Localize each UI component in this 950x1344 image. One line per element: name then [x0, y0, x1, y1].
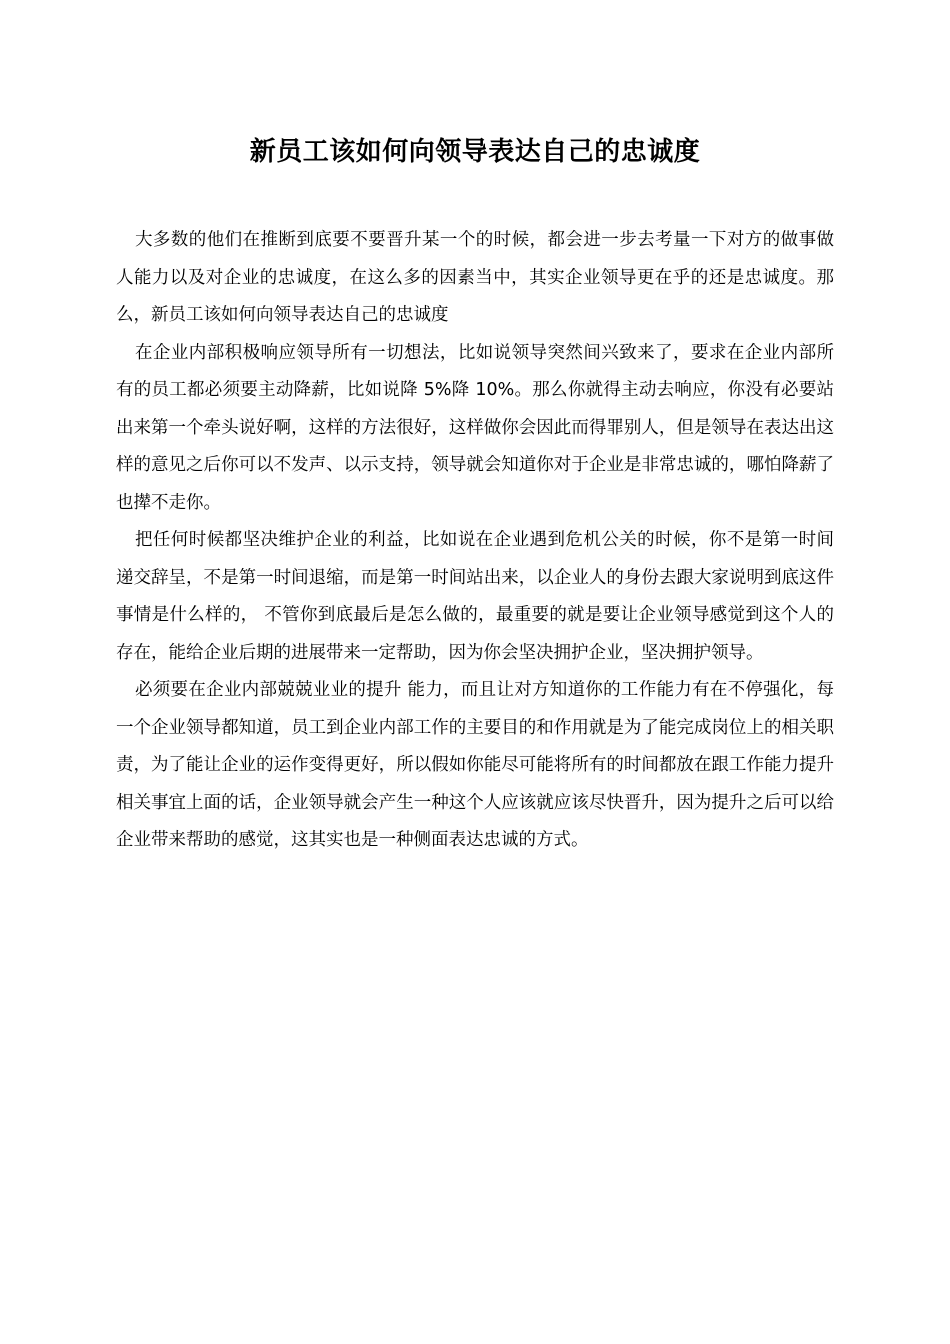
document-body: [116, 222, 834, 860]
paragraph-2: 在企业内部积极响应领导所有一切想法，比如说领导突然间兴致来了，要求在企业内部所有的员工都必须要主动降薪，比如说降 5%降 10%。那么你就得主动去响应，你没有必要站出来第一个牵头说好啊，这样的方法很好，这样做你会因此而得罪别人，但是领导在表达出这样的意见之后你可以不发声、以示支持，领导就会知道你对于企业是非常忠诚的，哪怕降薪了也撵不走你。: [116, 342, 834, 513]
document-title: 新员工该如何向领导表达自己的忠诚度: [249, 137, 701, 167]
paragraph-4: 必须要在企业内部兢兢业业的提升 能力，而且让对方知道你的工作能力有在不停强化，每一个企业领导都知道，员工到企业内部工作的主要目的和作用就是为了能完成岗位上的相关职责，为了能让企业的运作变得更好，所以假如你能尽可能将所有的时间都放在跟工作能力提升相关事宜上面的话，企业领导就会产生一种这个人应该就应该尽快晋升，因为提升之后可以给企业带来帮助的感觉，这其实也是一种侧面表达忠诚的方式。: [116, 680, 834, 850]
paragraph-3: 把任何时候都坚决维护企业的利益，比如说在企业遇到危机公关的时候，你不是第一时间递交辞呈，不是第一时间退缩，而是第一时间站出来，以企业人的身份去跟大家说明到底这件事情是什么样的， 不管你到底最后是怎么做的，最重要的就是要让企业领导感觉到这个人的存在，能给企业后期的进展带来一定帮助，因为你会坚决拥护企业，坚决拥护领导。: [116, 530, 834, 663]
paragraph-1: 大多数的他们在推断到底要不要晋升某一个的时候，都会进一步去考量一下对方的做事做人能力以及对企业的忠诚度，在这么多的因素当中，其实企业领导更在乎的还是忠诚度。那么，新员工该如何向领导表达自己的忠诚度: [116, 230, 834, 325]
